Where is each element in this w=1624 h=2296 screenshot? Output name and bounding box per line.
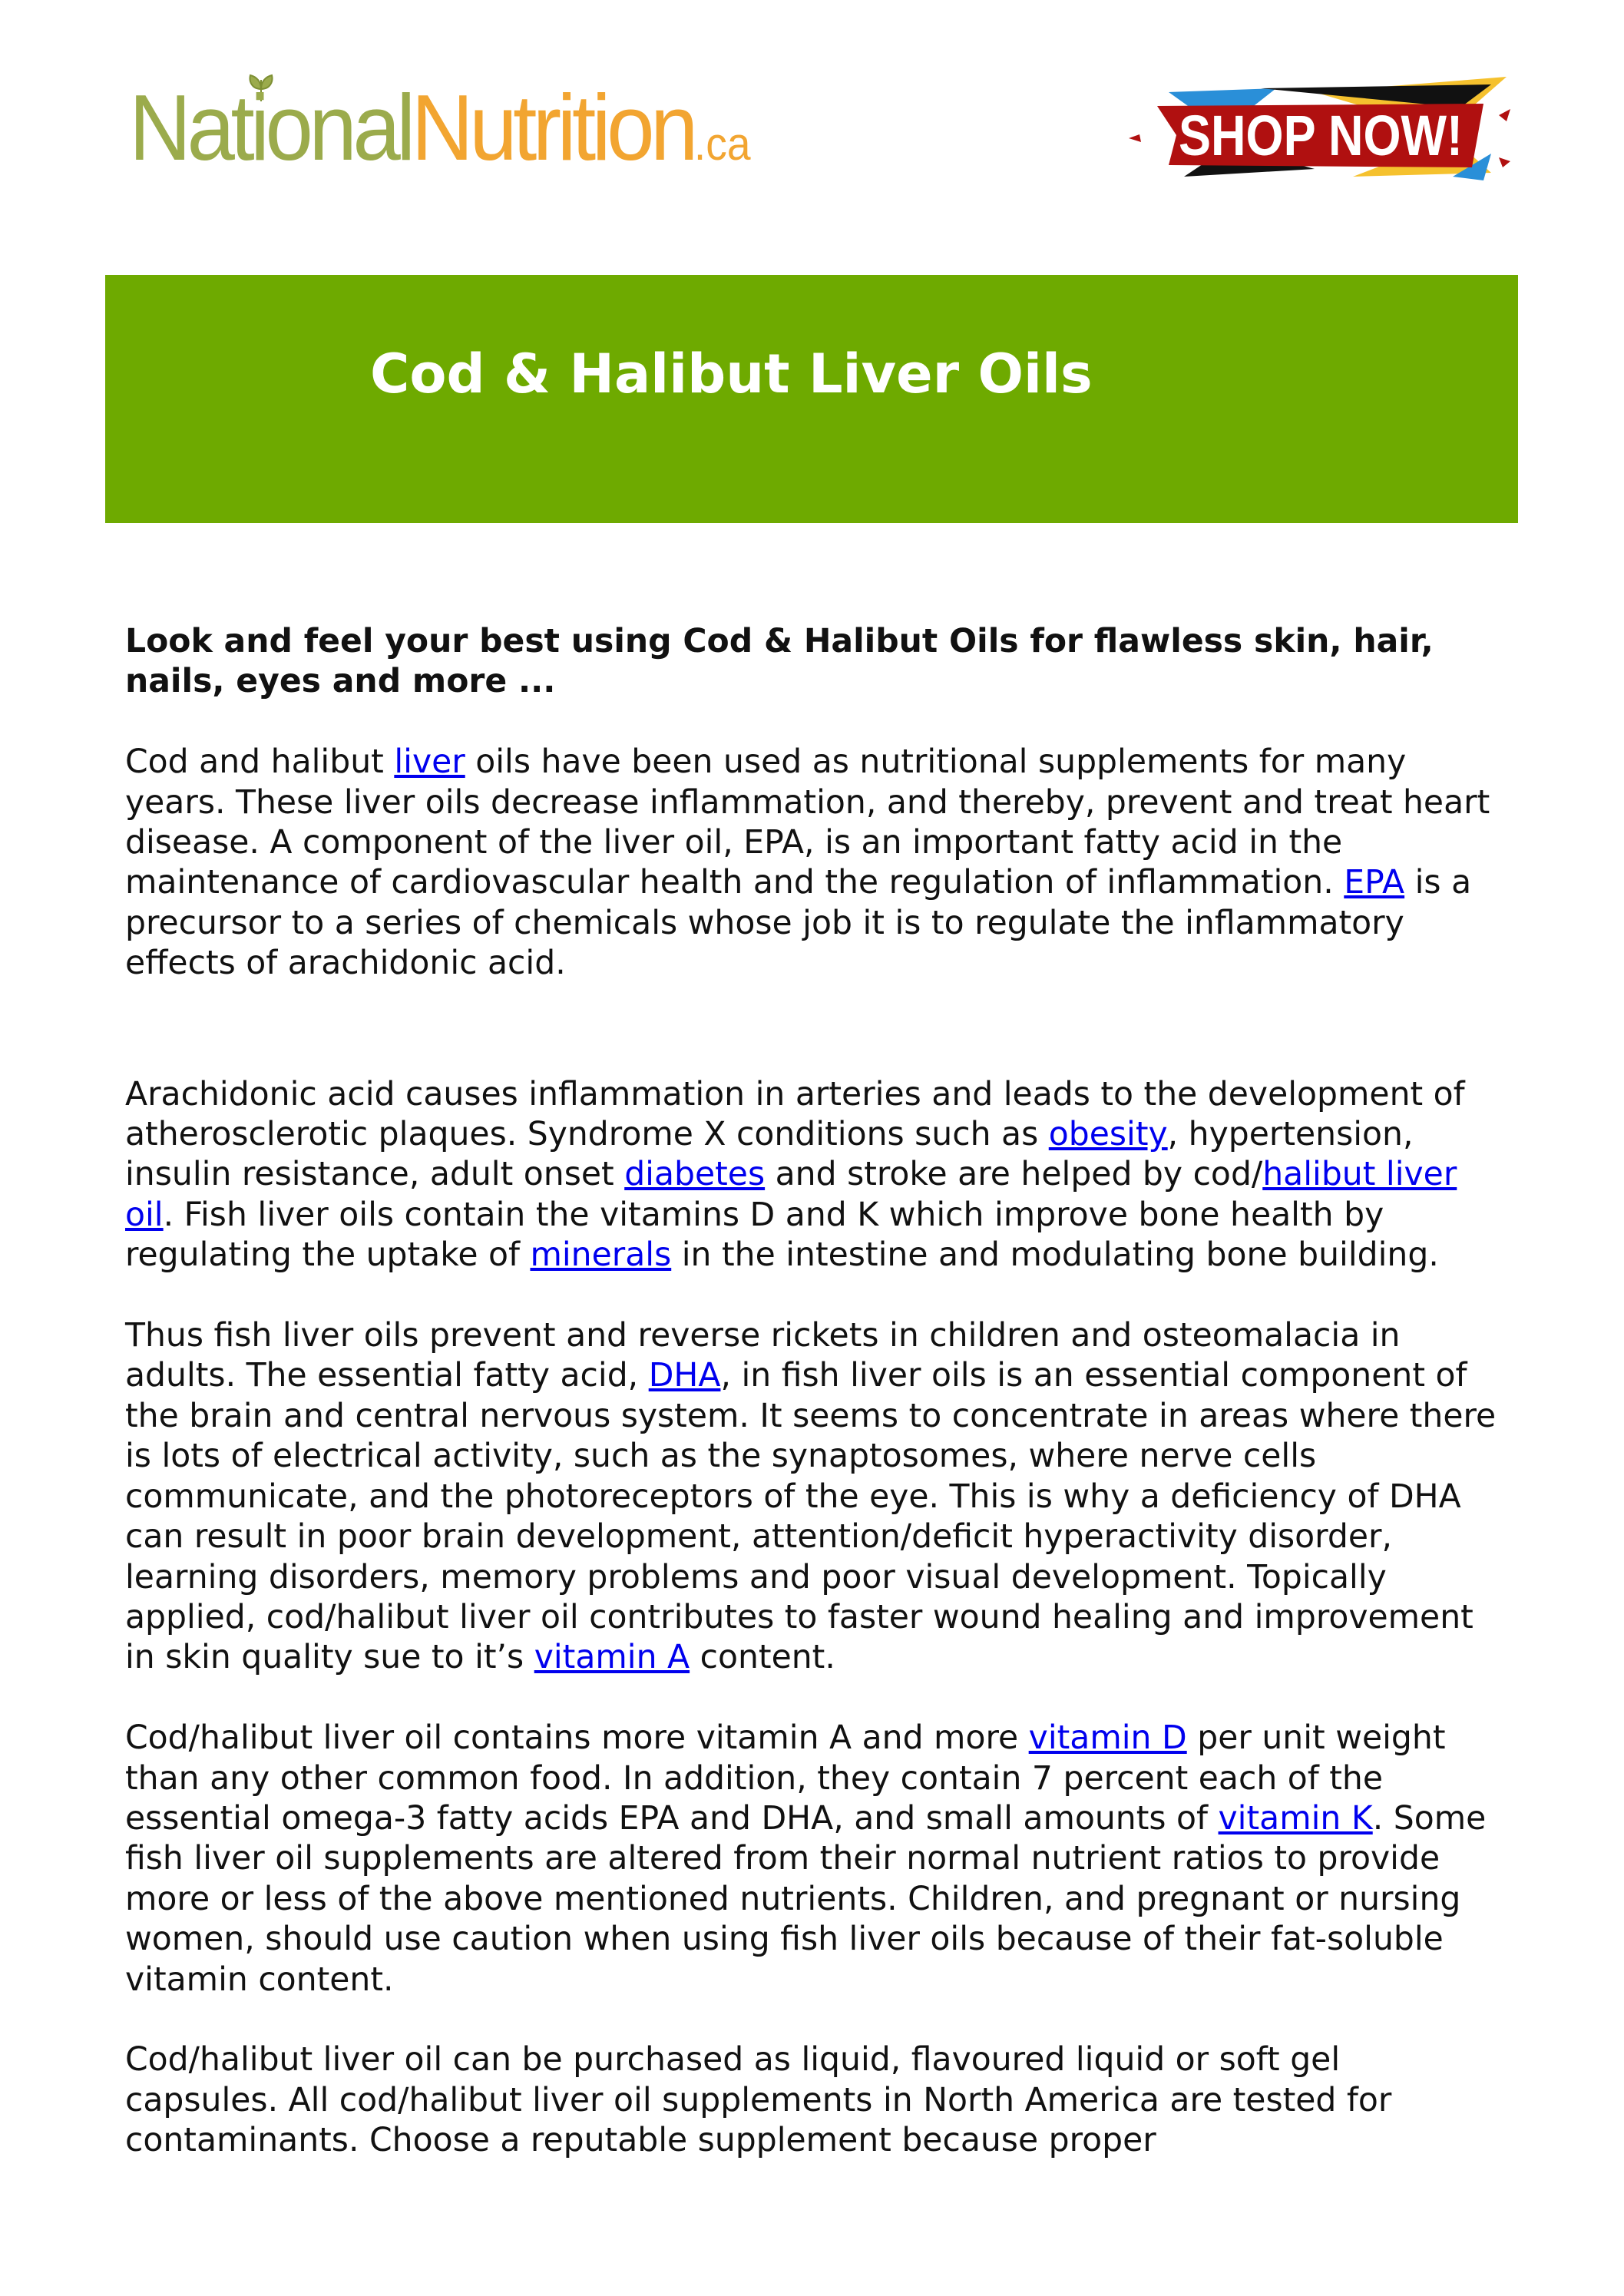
article-body (125, 622, 1500, 2202)
link-epa[interactable]: EPA (1344, 864, 1405, 902)
text-run: in the intestine and modulating bone building. (671, 1236, 1439, 1275)
paragraph (125, 1075, 1500, 1276)
text-run: , hypertension, insulin resistance, adult onset (125, 1116, 1414, 1194)
link-dha[interactable]: DHA (648, 1357, 721, 1395)
link-vitamin-d[interactable]: vitamin D (1028, 1719, 1187, 1758)
link-obesity[interactable]: obesity (1048, 1116, 1168, 1154)
paragraph (125, 1719, 1500, 2000)
paragraph (125, 2040, 1500, 2161)
logo-text-national: National (129, 75, 412, 180)
link-halibut-liver-oil[interactable]: halibut liver oil (125, 1156, 1457, 1234)
paragraph (125, 1316, 1500, 1679)
logo-text-nutrition: Nutrition (411, 75, 694, 180)
text-run: Thus fish liver oils prevent and reverse rickets in children and osteomalacia in adults. The essential fatty acid, (125, 1317, 1401, 1395)
paragraphs (125, 743, 1500, 2161)
link-minerals[interactable]: minerals (530, 1236, 672, 1275)
shop-now-badge-icon (1123, 61, 1514, 184)
title-banner (105, 275, 1518, 523)
text-run: , in fish liver oils is an essential component of the brain and central nervous system. It seems to concentrate in areas where there is lots of electrical activity, such as the synaptosomes, where nerve cells communicate, and the photoreceptors of the eye. This is why a deficiency of DHA can result in poor brain development, attention/deficit hyperactivity disorder, learning disorders, memory problems and poor visual development. Topically applied, cod/halibut liver oil contributes to faster wound healing and improvement in skin quality sue to it’s (125, 1357, 1497, 1677)
text-run: content. (690, 1639, 835, 1677)
text-run: Arachidonic acid causes inflammation in arteries and leads to the development of atherosclerotic plaques. Syndrome X conditions such as (125, 1075, 1465, 1154)
text-run: Cod/halibut liver oil can be purchased as liquid, flavoured liquid or soft gel capsules. All cod/halibut liver oil supplements in North America are tested for contaminants. Choose a reputable supplement because proper (125, 2041, 1392, 2160)
text-run: oils have been used as nutritional supplements for many years. These liver oils decrease inflammation, and thereby, prevent and treat heart disease. A component of the liver oil, EPA, is an important fatty acid in the maintenance of cardiovascular health and the regulation of inflammation. (125, 743, 1490, 902)
link-diabetes[interactable]: diabetes (624, 1156, 766, 1194)
logo-text-ca: .ca (693, 118, 751, 170)
text-run: Cod and halibut (125, 743, 395, 782)
paragraph (125, 743, 1500, 984)
national-nutrition-logo[interactable] (129, 74, 751, 181)
text-run: and stroke are helped by cod/ (765, 1156, 1263, 1194)
link-vitamin-k[interactable]: vitamin K (1218, 1799, 1373, 1838)
lead-heading: Look and feel your best using Cod & Halibut Oils for flawless skin, hair, nails, eyes and more ... (125, 623, 1434, 701)
shop-now-button[interactable] (1123, 61, 1514, 184)
shop-now-label: SHOP NOW! (1179, 104, 1463, 167)
text-run: per unit weight than any other common food. In addition, they contain 7 percent each of the essential omega-3 fatty acids EPA and DHA, and small amounts of (125, 1719, 1446, 1838)
page-title: Cod & Halibut Liver Oils (370, 342, 1093, 405)
text-run: . Fish liver oils contain the vitamins D and K which improve bone health by regulating the uptake of (125, 1196, 1384, 1275)
link-vitamin-a[interactable]: vitamin A (534, 1639, 690, 1677)
text-run: . Some fish liver oil supplements are altered from their normal nutrient ratios to provide more or less of the above mentioned nutrients. Children, and pregnant or nursing women, should use caution when using fish liver oils because of their fat-soluble vitamin content. (125, 1799, 1487, 1999)
link-liver[interactable]: liver (394, 743, 465, 782)
text-run: Cod/halibut liver oil contains more vitamin A and more (125, 1719, 1029, 1758)
text-run: is a precursor to a series of chemicals whose job it is to regulate the inflammatory effects of arachidonic acid. (125, 864, 1472, 983)
